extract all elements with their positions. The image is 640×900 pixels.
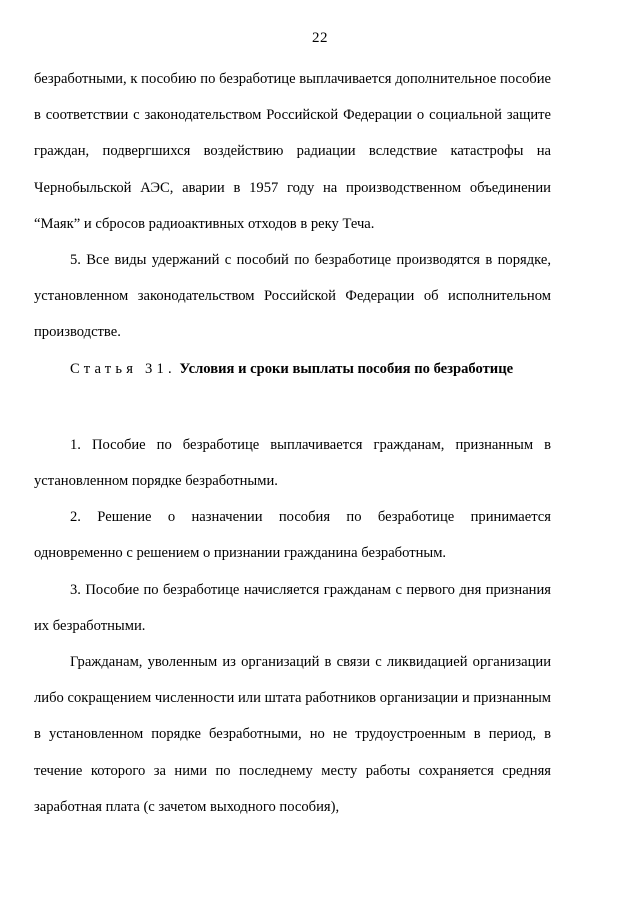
article-paragraph-3: 3. Пособие по безработице начисляется гражданам с первого дня признания их безработными. — [34, 581, 551, 634]
article-paragraph-1: 1. Пособие по безработице выплачивается гражданам, признанным в установленном порядке безработными. — [34, 436, 551, 490]
article-paragraph-4: Гражданам, уволенным из организаций в связи с ликвидацией организации либо сокращением численности или штата работников организации и признанным в установленном порядке безработными, но не трудоустроенным в период, в течение которого за ними по последнему месту работы сохраняется средняя заработная плата (с зачетом выходного пособия), — [34, 654, 551, 815]
article-title: Условия и сроки выплаты пособия по безработице — [179, 360, 514, 377]
page-number: 22 — [312, 30, 328, 46]
article-paragraph-2: 2. Решение о назначении пособия по безработице принимается одновременно с решением о признании гражданина безработным. — [34, 509, 551, 562]
document-body — [34, 61, 551, 825]
paragraph-continuation: безработными, к пособию по безработице выплачивается дополнительное пособие в соответствии с законодательством Российской Федерации о социальной защите граждан, подвергшихся воздействию радиации вследствие катастрофы на Чернобыльской АЭС, аварии в 1957 году на производственном объединении “Маяк” и сбросов радиоактивных отходов в реку Теча. — [34, 71, 551, 232]
paragraph-5: 5. Все виды удержаний с пособий по безработице производятся в порядке, установленном законодательством Российской Федерации об исполнительном производстве. — [34, 252, 551, 341]
article-label: Статья 31. — [70, 360, 176, 377]
article-heading — [34, 351, 551, 387]
